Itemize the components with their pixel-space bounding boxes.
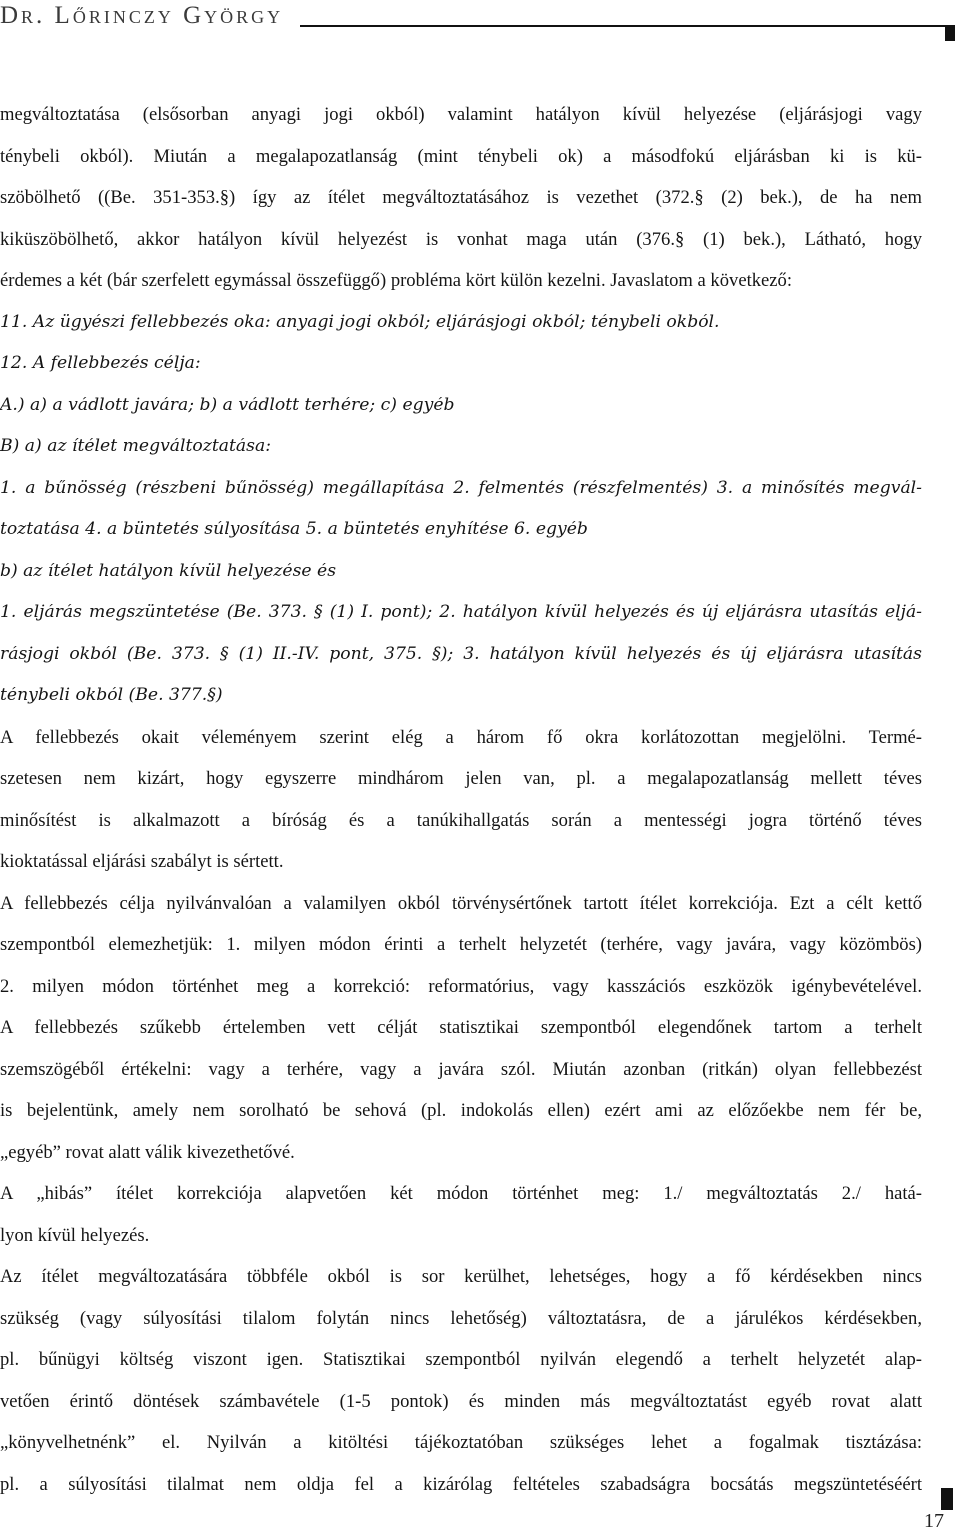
text-line: A.) a) a vádlott javára; b) a vádlott terhére; c) egyéb: [0, 396, 455, 414]
text-line: Az ítélet megváltozatására többféle okból is sor kerülhet, lehetséges, hogy a fő kérdésekben nincs: [0, 1268, 922, 1287]
header-rule: [300, 25, 945, 27]
text-line: 1. a bűnösség (részbeni bűnösség) megállapítása 2. felmentés (részfelmentés) 3. a minősítés megvál-: [0, 479, 922, 497]
header-corner-mark: [945, 25, 955, 41]
text-line: vetően érintő döntések számbavétele (1-5 pontok) és minden más megváltoztatást egyéb rovat alatt: [0, 1392, 922, 1412]
text-line: pl. a súlyosítási tilalmat nem oldja fel a kizárólag feltételes szabadságra bocsátás megszüntetéséért: [0, 1475, 922, 1495]
text-line: „könyvelhetnénk” el. Nyilván a kitöltési tájékoztatóban szükséges lehet a fogalmak tisztázása:: [0, 1434, 922, 1453]
text-line: A fellebbezés okait véleményem szerint elég a három fő okra korlátozottan megjelölni. Termé-: [0, 728, 922, 748]
text-line: „egyéb” rovat alatt válik kivezethetővé.: [0, 1143, 295, 1163]
text-line: érdemes a két (bár szerfelett egymással összefüggő) probléma kört külön kezelni. Javaslatom a következő:: [0, 272, 793, 291]
text-line: 2. milyen módon történhet meg a korrekció: reformatórius, vagy kasszációs eszközök igénybevételével.: [0, 977, 922, 997]
text-line: kioktatással eljárási szabályt is sértett.: [0, 853, 284, 872]
text-line: ténybeli okból). Miután a megalapozatlanság (mint ténybeli ok) a másodfokú eljárásban ki is kü-: [0, 147, 922, 167]
text-line: pl. bűnügyi költség viszont igen. Statisztikai szempontból nyilván elegendő a terhelt helyzetét alap-: [0, 1351, 922, 1370]
text-line: B) a) az ítélet megváltoztatása:: [0, 438, 271, 456]
text-line: szükség (vagy súlyosítási tilalom folytán nincs lehetőség) változtatásra, de a járulékos kérdésekben,: [0, 1309, 922, 1329]
text-line: 11. Az ügyészi fellebbezés oka: anyagi jogi okból; eljárásjogi okból; ténybeli okból.: [0, 313, 720, 331]
text-line: A „hibás” ítélet korrekciója alapvetően két módon történhet meg: 1./ megváltoztatás 2./ hatá-: [0, 1185, 922, 1204]
text-line: 12. A fellebbezés célja:: [0, 355, 201, 373]
text-line: megváltoztatása (elsősorban anyagi jogi okból) valamint hatályon kívül helyezése (eljárásjogi vagy: [0, 106, 922, 125]
text-line: A fellebbezés célja nyilvánvalóan a valamilyen okból törvénysértőnek tartott ítélet korrekciója. Ezt a célt kettő: [0, 894, 922, 914]
text-line: kiküszöbölhető, akkor hatályon kívül helyezést is vonhat maga után (376.§ (1) bek.), Látható, hogy: [0, 230, 922, 250]
page-number: 17: [924, 1510, 944, 1532]
text-line: szöbölhető ((Be. 351-353.§) így az ítélet megváltoztatásához is vezethet (372.§ (2) bek.), de ha nem: [0, 189, 922, 208]
text-line: szetesen nem kizárt, hogy egyszerre mindhárom jelen van, pl. a megalapozatlanság mellett téves: [0, 770, 922, 789]
text-line: 1. eljárás megszüntetése (Be. 373. § (1) I. pont); 2. hatályon kívül helyezés és új eljárásra utasítás eljá-: [0, 604, 922, 622]
text-line: szemszögéből értékelni: vagy a terhére, vagy a javára szól. Miután azonban (ritkán) olyan fellebbezést: [0, 1060, 922, 1080]
text-line: is bejelentünk, amely nem sorolható be sehová (pl. indokolás ellen) ezért ami az előzőekbe nem fér be,: [0, 1102, 922, 1121]
text-line: lyon kívül helyezés.: [0, 1226, 150, 1246]
text-line: toztatása 4. a büntetés súlyosítása 5. a büntetés enyhítése 6. egyéb: [0, 521, 588, 539]
text-line: szempontból elemezhetjük: 1. milyen módon érinti a terhelt helyzetét (terhére, vagy javára, vagy közömbös): [0, 936, 922, 955]
text-line: b) az ítélet hatályon kívül helyezése és: [0, 562, 337, 580]
text-line: ténybeli okból (Be. 377.§): [0, 687, 223, 705]
text-line: rásjogi okból (Be. 373. § (1) II.-IV. pont, 375. §); 3. hatályon kívül helyezés és új eljárásra utasítás: [0, 645, 922, 663]
footer-corner-mark: [941, 1488, 953, 1510]
text-line: A fellebbezés szűkebb értelemben vett célját statisztikai szempontból elegendőnek tartom a terhelt: [0, 1019, 922, 1038]
text-line: minősítést is alkalmazott a bíróság és a tanúkihallgatás során a mentességi jogra történő téves: [0, 811, 922, 831]
running-header-author: Dr. Lőrinczy György: [0, 2, 284, 29]
